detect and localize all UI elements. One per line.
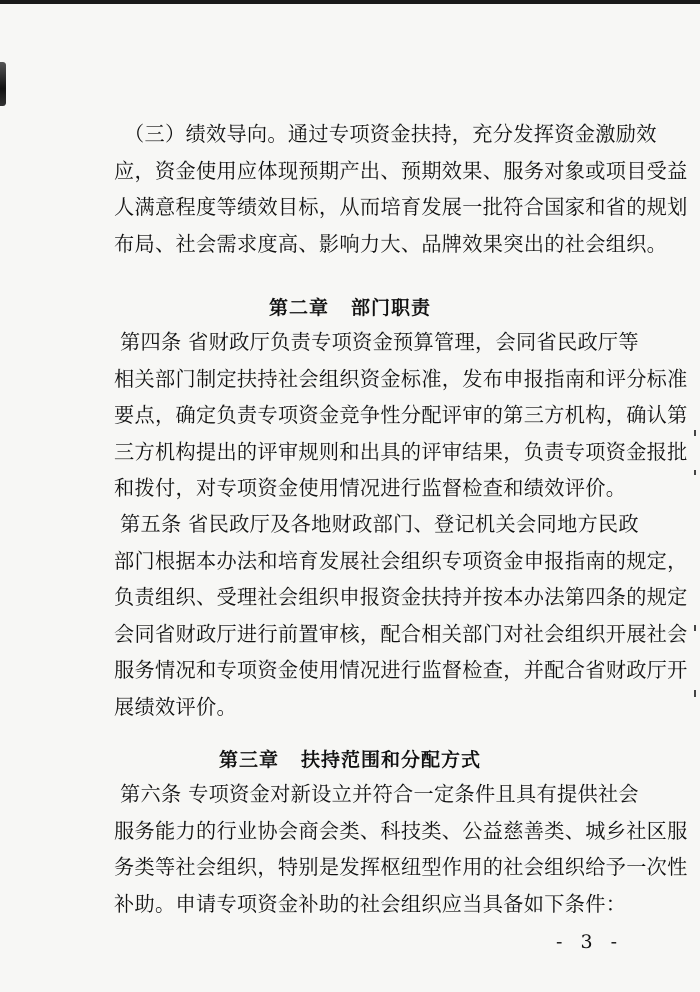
scan-binding-mark (0, 62, 6, 106)
paragraph-performance-orientation (114, 116, 688, 262)
scan-speck (694, 470, 696, 475)
text-line: 相关部门制定扶持社会组织资金标准，发布申报指南和评分标准 (114, 366, 688, 391)
chapter-heading (0, 748, 700, 772)
scan-speck (694, 430, 696, 436)
text-line: 服务能力的行业协会商会类、科技类、公益慈善类、城乡社区服 (114, 818, 688, 843)
text-line: 第四条 省财政厅负责专项资金预算管理，会同省民政厅等 (120, 330, 639, 354)
article-6 (114, 776, 688, 922)
text-line: 第六条 专项资金对新设立并符合一定条件且具有提供社会 (120, 782, 639, 806)
text-line: 应，资金使用应体现预期产出、预期效果、服务对象或项目受益 (114, 158, 688, 183)
article-4 (114, 324, 688, 507)
text-line: 布局、社会需求度高、影响力大、品牌效果突出的社会组织。 (114, 231, 668, 256)
text-line: 负责组织、受理社会组织申报资金扶持并按本办法第四条的规定 (114, 585, 688, 610)
text-line: 会同省财政厅进行前置审核，配合相关部门对社会组织开展社会 (114, 621, 688, 646)
text-line: 第五条 省民政厅及各地财政部门、登记机关会同地方民政 (120, 512, 639, 536)
text-line: 展绩效评价。 (114, 694, 237, 719)
text-line: 务类等社会组织，特别是发挥枢纽型作用的社会组织给予一次性 (114, 855, 688, 880)
chapter-number: 第三章 (218, 749, 279, 771)
text-line: 人满意程度等绩效目标，从而培育发展一批符合国家和省的规划 (114, 195, 688, 220)
text-line: 部门根据本办法和培育发展社会组织专项资金申报指南的规定， (114, 548, 688, 573)
text-line: 补助。申请专项资金补助的社会组织应当具备如下条件： (114, 891, 627, 916)
text-line: 服务情况和专项资金使用情况进行监督检查，并配合省财政厅开 (114, 658, 688, 683)
chapter-title: 扶持范围和分配方式 (301, 749, 482, 771)
scan-speck (694, 625, 696, 631)
chapter-heading (0, 296, 700, 320)
text-line: 和拨付，对专项资金使用情况进行监督检查和绩效评价。 (114, 476, 627, 501)
chapter-title: 部门职责 (351, 297, 432, 319)
scan-speck (694, 690, 696, 697)
chapter-number: 第二章 (268, 297, 329, 319)
page-number: - 3 - (556, 931, 624, 953)
text-line: 三方机构提出的评审规则和出具的评审结果，负责专项资金报批 (114, 439, 688, 464)
scan-top-edge (0, 0, 700, 4)
text-line: （三）绩效导向。通过专项资金扶持，充分发挥资金激励效 (124, 122, 657, 146)
article-5 (114, 506, 688, 726)
text-line: 要点，确定负责专项资金竞争性分配评审的第三方机构，确认第 (114, 403, 688, 428)
